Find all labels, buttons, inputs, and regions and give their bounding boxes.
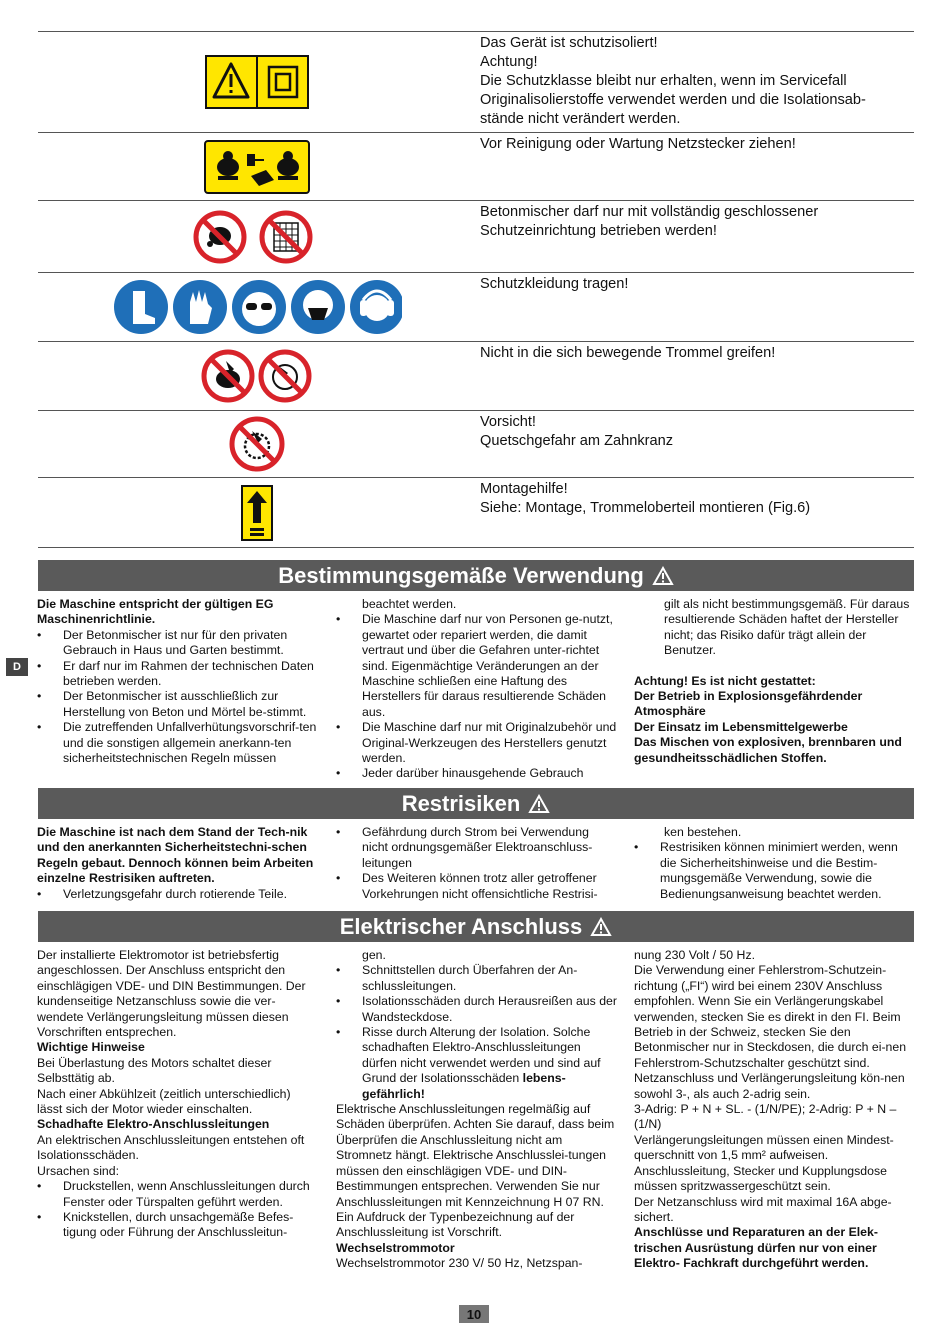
- paragraph: gilt als nicht bestimmungsgemäß. Für daraus resultierende Schäden haftet der Hersteller nicht; das Risiko dafür trägt allein der Benutzer.: [664, 597, 910, 658]
- emphasis: lebens-gefährlich!: [362, 1071, 566, 1101]
- list-item: • Schnittstellen durch Überfahren der An-schlussleitungen.: [336, 963, 618, 994]
- anschluss-column-2: [336, 948, 618, 1272]
- symbol-row: [38, 31, 914, 132]
- warning-triangle-icon: [652, 566, 674, 586]
- symbol-row: [38, 410, 914, 477]
- list-item: • Verletzungsgefahr durch rotierende Teile.: [37, 887, 317, 902]
- list-item: • Gefährdung durch Strom bei Verwendung nicht ordnungsgemäßer Elektroanschluss-leitungen: [336, 825, 618, 871]
- no-reaching-into-drum-icon: [200, 347, 314, 405]
- symbol-text: Montagehilfe! Siehe: Montage, Trommeloberteil montieren (Fig.6): [480, 481, 811, 516]
- paragraph: beachtet werden.: [362, 597, 457, 611]
- symbol-text: Das Gerät ist schutzisoliert! Achtung! Die Schutzklasse bleibt nur erhalten, wenn im Servicefall Originalisolierstoffe verwendet werden und die Isolationsab- stände nicht verändert werden.: [480, 35, 866, 127]
- section-title: Elektrischer Anschluss: [339, 913, 583, 939]
- list-item: • Der Betonmischer ist nur für den privaten Gebrauch in Haus und Garten bestimmt.: [37, 628, 317, 659]
- section-title: Bestimmungsgemäße Verwendung: [278, 562, 644, 588]
- paragraph: gen.: [362, 948, 386, 962]
- paragraph: Wechselstrommotor 230 V/ 50 Hz, Netzspan-: [336, 1256, 583, 1271]
- symbol-row: [38, 477, 914, 548]
- list-item: • Die zutreffenden Unfallverhütungsvorschrif-ten und die sonstigen allgemein anerkann-ten sicherheitstechnischen Regeln müssen: [37, 720, 317, 766]
- symbol-text: Vor Reinigung oder Wartung Netzstecker ziehen!: [480, 136, 796, 152]
- list-item: • Druckstellen, wenn Anschlussleitungen durch Fenster oder Türspalten geführt werden.: [37, 1179, 317, 1210]
- list-item: • Er darf nur im Rahmen der technischen Daten betrieben werden.: [37, 659, 317, 690]
- language-tab: D: [6, 658, 28, 676]
- warning-paragraph: Anschlüsse und Reparaturen an der Elek-trischen Ausrüstung dürfen nur von einer Elektro- Fachkraft durchgeführt werden.: [634, 1225, 878, 1271]
- symbol-text: Betonmischer darf nur mit vollständig geschlossener Schutzeinrichtung betrieben werden!: [480, 204, 819, 239]
- anschluss-column-1: [37, 948, 317, 1241]
- restrisiken-column-2: [336, 825, 618, 902]
- list-item: • Isolationsschäden durch Herausreißen aus der Wandsteckdose.: [336, 994, 618, 1025]
- paragraph: Bei Überlastung des Motors schaltet dieser Selbsttätig ab. Nach einer Abkühlzeit (zeitlich unterschiedlich) lässt sich der Motor wieder einschalten.: [37, 1055, 291, 1117]
- section-title: Restrisiken: [401, 790, 521, 816]
- unplug-before-maintenance-icon: [204, 140, 310, 194]
- paragraph: Die Maschine ist nach dem Stand der Tech-nik und den anerkannten Sicherheitstechni-schen Regeln gebaut. Dennoch können beim Arbeiten einzelne Restrisiken auftreten.: [37, 825, 314, 886]
- list-item: • Die Maschine darf nur von Personen ge-nutzt, gewartet oder repariert werden, die damit vertraut und über die Gefahren unter-richtet sind. Eigenmächtige Veränderungen an der Maschine schließen eine Haftung des Herstellers für daraus resultierende Schäden aus.: [336, 612, 618, 720]
- list-item: • Knickstellen, durch unsachgemäße Befes-tigung oder Führung der Anschlussleitun-: [37, 1210, 317, 1241]
- paragraph: nung 230 Volt / 50 Hz. Die Verwendung einer Fehlerstrom-Schutzein-richtung („FI“) wird bei einem 230V Anschluss empfohlen. Wenn Sie ein Verlängerungskabel verwenden, stecken Sie es direkt in den FI. Beim Betrieb in der Schweiz, stecken Sie den Betonmischer nur in Steckdosen, die durch ei-nen Fehlerstrom-Schutzschalter geschützt sind. Netzanschluss und Verlängerungsleitung kön-nen sowohl 3-, als auch 2-adrig sein. 3-Adrig: P + N + SL. - (1/N/PE); 2-Adrig: P + N – (1/N) Verlängerungsleitungen müssen einen Mindest-querschnitt von 1,5 mm² aufweisen. Anschlussleitung, Stecker und Kupplungsdose müssen spritzwassergeschützt sein. Der Netzanschluss wird mit maximal 16A abge-sichert.: [634, 948, 907, 1224]
- subheading: Wichtige Hinweise: [37, 1040, 145, 1055]
- warning-triangle-icon: [590, 917, 612, 937]
- paragraph: Der installierte Elektromotor ist betriebsfertig angeschlossen. Der Anschluss entspricht den einschlägigen VDE- und DIN Bestimmungen. Der kundenseitige Netzanschluss sowie die ver-wendete Verlängerungsleitung müssen diesen Vorschriften entsprechen.: [37, 948, 306, 1040]
- assembly-arrow-icon: [241, 485, 273, 541]
- list-item: • Der Betonmischer ist ausschließlich zur Herstellung von Beton und Mörtel be-stimmt.: [37, 689, 317, 720]
- list-item: • Jeder darüber hinausgehende Gebrauch: [336, 766, 618, 781]
- anschluss-column-3: [634, 948, 916, 1272]
- paragraph: Die Maschine entspricht der gültigen EG Maschinenrichtlinie.: [37, 597, 274, 627]
- protection-class-warning-icon: [205, 55, 309, 109]
- symbol-text: Schutzkleidung tragen!: [480, 276, 629, 292]
- warning-triangle-icon: [528, 794, 550, 814]
- paragraph: Elektrische Anschlussleitungen regelmäßig auf Schäden überprüfen. Achten Sie darauf, dass beim Überprüfen die Anschlussleitung nicht am Stromnetz hängt. Elektrische Anschlusslei-tungen müssen den einschlägigen VDE- und DIN-Bestimmungen entsprechen. Verwenden Sie nur Anschlussleitungen mit Kennzeichnung H 07 RN. Ein Aufdruck der Typenbezeichnung auf der Anschlussleitung ist Vorschrift.: [336, 1102, 615, 1240]
- warning-paragraph: Achtung! Es ist nicht gestattet: Der Betrieb in Explosionsgefährdender Atmosphäre Der Einsatz im Lebensmittelgewerbe Das Mischen von explosiven, brennbaren und gesundheitsschädlichen Stoffen.: [634, 673, 902, 765]
- page-number: 10: [459, 1305, 489, 1323]
- paragraph: An elektrischen Anschlussleitungen entstehen oft Isolationsschäden. Ursachen sind:: [37, 1132, 305, 1178]
- symbol-text: Nicht in die sich bewegende Trommel greifen!: [480, 345, 776, 361]
- verwendung-column-2: [336, 597, 618, 782]
- section-heading-anschluss: [38, 911, 914, 942]
- verwendung-column-3: [634, 597, 916, 766]
- list-item: • Die Maschine darf nur mit Originalzubehör und Original-Werkzeugen des Herstellers genutzt werden.: [336, 720, 618, 766]
- section-heading-verwendung: [38, 560, 914, 591]
- symbol-row: [38, 200, 914, 272]
- protective-clothing-icon: [112, 278, 402, 336]
- list-item: • Restrisiken können minimiert werden, wenn die Sicherheitshinweise und die Bestim-mungsgemäße Verwendung, sowie die Bedienungsanweisung beachtet werden.: [634, 840, 916, 902]
- symbol-row: [38, 341, 914, 410]
- symbol-row: [38, 132, 914, 200]
- subheading: Schadhafte Elektro-Anschlussleitungen: [37, 1117, 270, 1132]
- restrisiken-column-1: [37, 825, 317, 902]
- verwendung-column-1: [37, 597, 317, 766]
- list-item: Risse durch Alterung der Isolation. Solche schadhaften Elektro-Anschlussleitungen dürfen nicht verwendet werden und sind auf Grund der Isolationsschäden: [362, 1025, 601, 1086]
- closed-guard-prohibition-icon: [192, 208, 322, 266]
- restrisiken-column-3: [634, 825, 916, 902]
- symbol-row: [38, 272, 914, 341]
- symbol-text: Vorsicht! Quetschgefahr am Zahnkranz: [480, 414, 674, 449]
- section-heading-restrisiken: [38, 788, 914, 819]
- subheading: Wechselstrommotor: [336, 1240, 455, 1255]
- crush-hazard-gear-icon: [228, 415, 286, 473]
- paragraph: ken bestehen.: [664, 825, 742, 839]
- list-item: • Des Weiteren können trotz aller getroffener Vorkehrungen nicht offensichtliche Restrisi-: [336, 871, 618, 902]
- symbol-table: [38, 31, 914, 548]
